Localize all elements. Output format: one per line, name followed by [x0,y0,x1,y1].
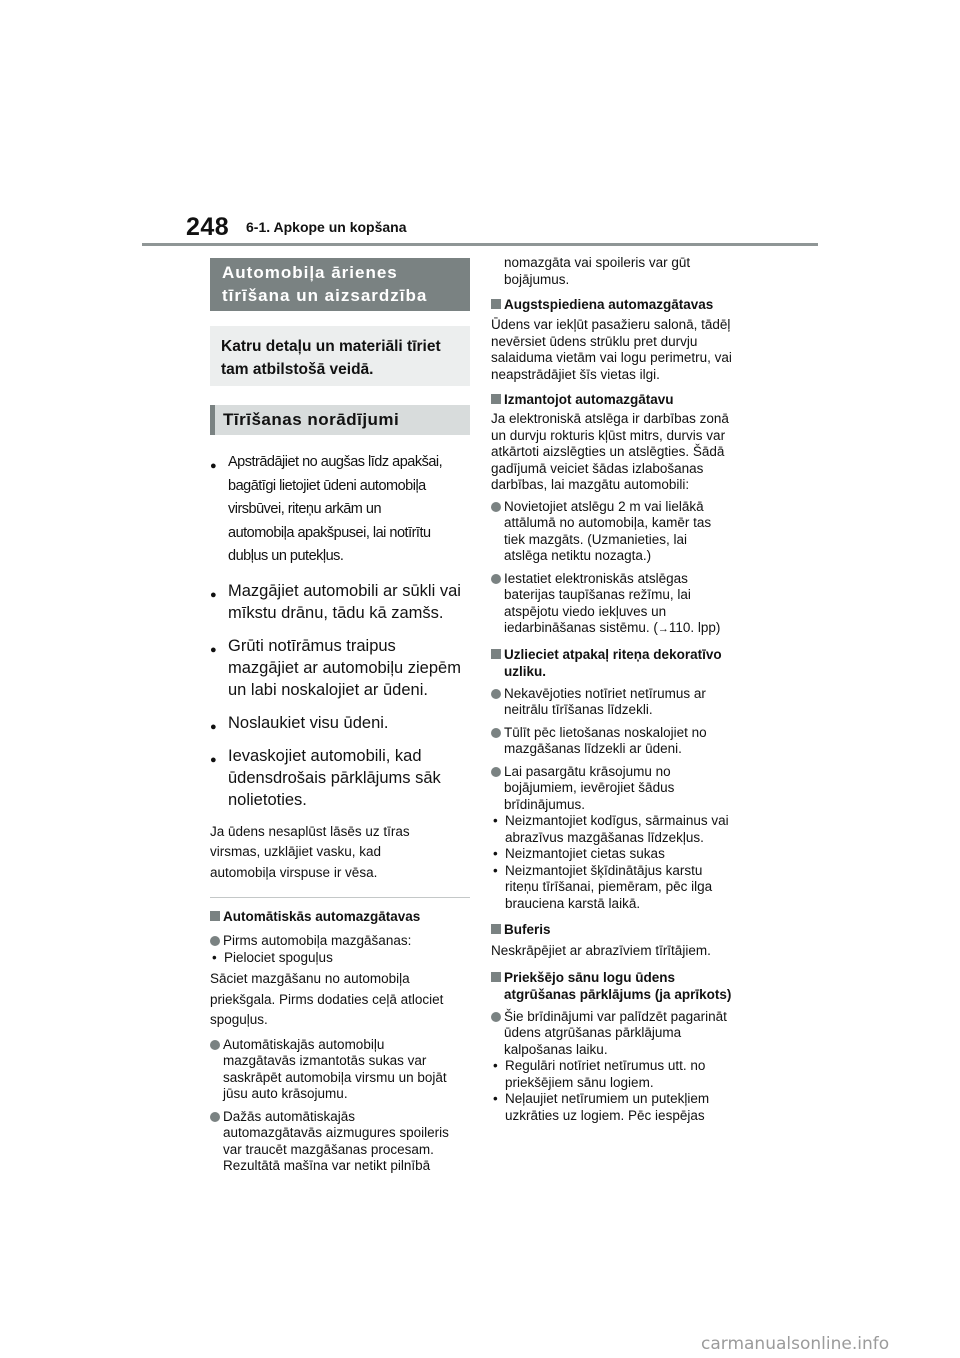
left-column [210,258,470,1175]
bumper-heading: Buferis [491,921,753,938]
wheel-cap-subpoint: • Neizmantojiet šķīdinātājus karstu riteņu tīrīšanai, piemēram, pēc ilga brauciena karstā laikā. [493,862,713,911]
right-column [491,255,753,1124]
dot-bullet-icon [491,574,501,584]
section-label: 6-1. Apkope un kopšana [246,219,407,235]
bullet-icon: ● [210,588,217,601]
wheel-cap-point: Lai pasargātu krāsojumu no bojājumiem, ievērojiet šādus brīdinājumus. [491,764,753,814]
auto-wash-paragraph: Sāciet mazgāšanu no automobiļa priekšgala. Pirms dodaties ceļā atlociet spoguļus. [210,971,444,1027]
small-bullet-icon: • [493,1091,498,1106]
dot-bullet-icon [491,767,501,777]
bullet-icon: ● [210,460,217,472]
small-bullet-icon: • [493,846,498,861]
key-heading: Izmantojot automazgātavu [491,391,753,408]
section-title-box [210,258,470,311]
watermark: carmanualsonline.info [701,1334,890,1354]
bullet-icon: ● [210,720,217,733]
intro-box [210,326,470,386]
key-point: Novietojiet atslēgu 2 m vai lielākā attālumā no automobiļa, kamēr tas tiek mazgāts. (Uzmanieties, lai atslēga netiktu nozagta.) [491,499,753,565]
divider [210,897,470,898]
arrow-icon: → [657,623,669,635]
glass-coating-heading: Priekšējo sānu logu ūdens atgrūšanas pārklājums (ja aprīkots) [491,969,753,1003]
wheel-cap-subpoint: • Neizmantojiet cietas sukas [493,846,665,861]
bullet-icon: ● [210,753,217,766]
square-bullet-icon [491,649,501,659]
continued-text: nomazgāta vai spoileris var gūt bojājumus. [504,255,691,287]
glass-coating-subpoint: • Regulāri notīriet netīrumus utt. no priekšējiem sānu logiem. [493,1058,706,1090]
square-bullet-icon [491,299,501,309]
small-bullet-icon: • [212,949,217,965]
bumper-text: Neskrāpējiet ar abrazīviem tīrītājiem. [491,943,711,958]
dot-bullet-icon [210,1112,220,1122]
square-bullet-icon [210,911,220,921]
list-item: ● Grūti notīrāmus traipus mazgājiet ar automobiļu ziepēm un labi noskalojiet ar ūdeni. [210,636,461,699]
dot-bullet-icon [491,689,501,699]
list-item: ● Ievaskojiet automobili, kad ūdensdrošais pārklājums sāk nolietoties. [210,746,441,809]
intro-line: tam atbilstošā veidā. [221,361,374,378]
bullet-icon: ● [210,643,217,656]
square-bullet-icon [491,394,501,404]
auto-wash-point: Dažās automātiskajās automazgātavās aizmugures spoileris var traucēt mazgāšanas procesam. Rezultātā mašīna var netikt pilnībā [210,1109,470,1175]
auto-wash-subpoint: • Pielociet spoguļus [212,949,333,965]
list-item: ● Mazgājiet automobili ar sūkli vai mīkstu drānu, tādu kā zamšs. [210,581,461,622]
dot-bullet-icon [210,1040,220,1050]
wheel-cap-heading: Uzlieciet atpakaļ riteņa dekoratīvo uzliku. [491,646,753,680]
dot-bullet-icon [491,502,501,512]
small-bullet-icon: • [493,813,498,828]
dot-bullet-icon [491,1012,501,1022]
page-header [0,0,960,250]
square-bullet-icon [491,924,501,934]
small-bullet-icon: • [493,1058,498,1073]
key-text: Ja elektroniskā atslēga ir darbības zonā un durvju rokturis kļūst mitrs, durvis var atkārtoti aizslēgties un atslēgties. Šādā gadījumā veiciet šādas izlabošanas darbības, lai mazgātu automobili: [491,411,729,492]
key-point: Iestatiet elektroniskās atslēgas baterijas taupīšanas režīmu, lai atspējotu viedo iekļuves un iedarbināšanas sistēmu. (→110. lpp) [491,571,753,638]
dot-bullet-icon [210,936,220,946]
wheel-cap-subpoint: • Neizmantojiet kodīgus, sārmainus vai abrazīvus mazgāšanas līdzekļus. [493,813,729,845]
list-item: ● Apstrādājiet no augšas līdz apakšai, bagātīgi lietojiet ūdeni automobiļa virsbūvei, riteņu arkām un automobiļa apakšpusei, lai notīrītu dubļus un putekļus. [210,454,443,564]
square-bullet-icon [491,972,501,982]
page-reference-link[interactable]: 110. lpp) [668,620,721,635]
high-pressure-heading: Augstspiediena automazgātavas [491,296,753,313]
wheel-cap-point: Nekavējoties notīriet netīrumus ar neitrālu tīrīšanas līdzekli. [491,686,753,719]
cleaning-steps [210,451,470,811]
auto-wash-point: Automātiskajās automobiļu mazgātavās izmantotās sukas var saskrāpēt automobiļa virsmu un bojāt jūsu auto krāsojumu. [210,1037,470,1103]
auto-wash-point: Pirms automobiļa mazgāšanas: [210,933,470,950]
wax-note: Ja ūdens nesaplūst lāsēs uz tīras virsmas, uzklājiet vasku, kad automobiļa virspuse ir vēsa. [210,823,410,880]
wheel-cap-point: Tūlīt pēc lietošanas noskalojiet no mazgāšanas līdzekli ar ūdeni. [491,725,753,758]
auto-wash-heading: Automātiskās automazgātavas [210,908,470,925]
section-title-line: tīrīšana un aizsardzība [222,286,428,305]
section-title-line: Automobiļa ārienes [222,263,398,282]
glass-coating-subpoint: • Neļaujiet netīrumiem un putekļiem uzkrāties uz logiem. Pēc iespējas [493,1091,710,1123]
high-pressure-text: Ūdens var iekļūt pasažieru salonā, tādēļ nevērsiet ūdens strūklu pret durvju salaiduma vietām vai logu perimetru, vai neapstrādājiet šīs vietas ilgi. [491,317,732,382]
list-item: ● Noslaukiet visu ūdeni. [210,712,470,734]
glass-coating-point: Šie brīdinājumi var palīdzēt pagarināt ūdens atgrūšanas pārklājuma kalpošanas laiku. [491,1009,753,1059]
page-number: 248 [186,213,230,241]
header-divider [142,243,818,246]
intro-line: Katru detaļu un materiāli tīriet [221,338,441,355]
small-bullet-icon: • [493,862,498,878]
subsection-title: Tīrīšanas norādījumi [210,405,470,435]
dot-bullet-icon [491,728,501,738]
